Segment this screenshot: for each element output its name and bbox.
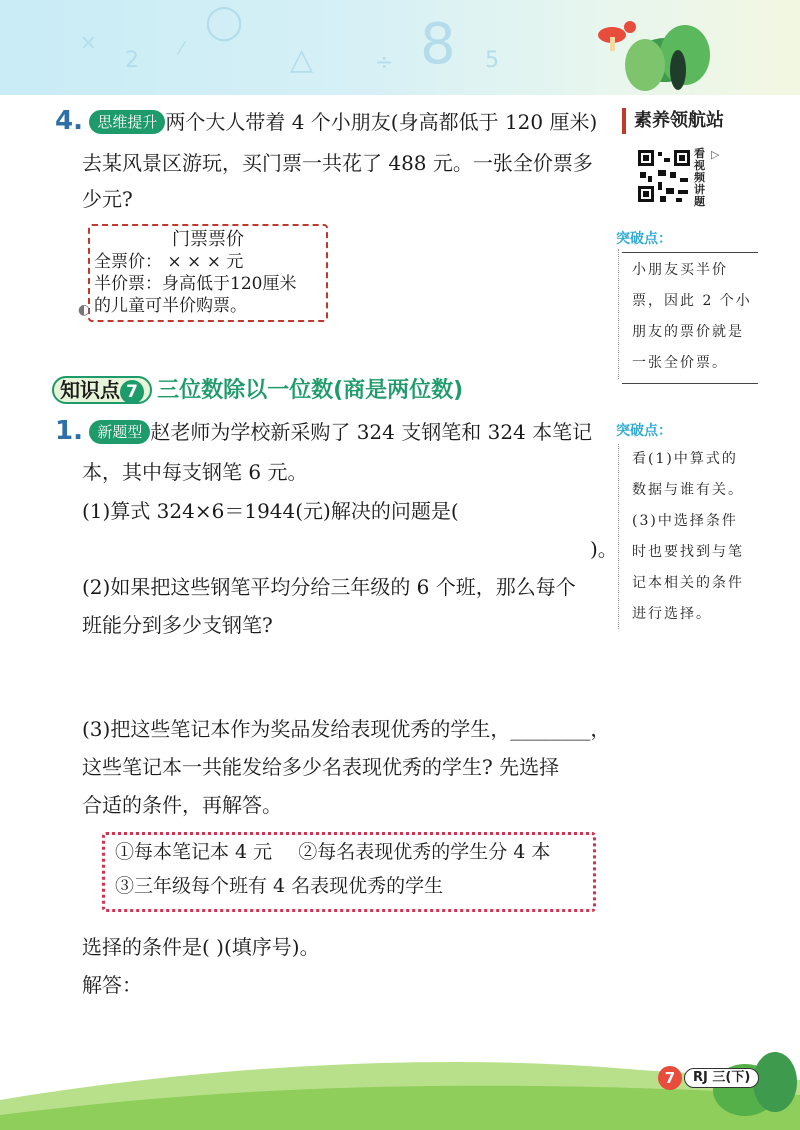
note-text: [622, 444, 758, 630]
knowledge-point-title: 三位数除以一位数(商是两位数): [157, 378, 464, 403]
digit-decoration: 5: [485, 48, 499, 73]
note-divider: [618, 249, 620, 379]
qr-caption-char: 题: [694, 195, 705, 208]
question-number: 1.: [55, 416, 83, 446]
question-text-line: 两个大人带着 4 个小朋友(身高都低于 120 厘米): [165, 110, 598, 134]
question-text-line: 赵老师为学校新采购了 324 支钢笔和 324 本笔记: [150, 420, 593, 444]
bell-icon: ◐: [78, 302, 91, 318]
note-line: 小朋友买半价: [632, 262, 728, 278]
ticket-title: 门票票价: [172, 229, 244, 250]
ticket-half-price: 半价票：身高低于120厘米: [94, 274, 297, 294]
note-line: 进行选择。: [632, 606, 712, 622]
note-line: 时也要找到与笔: [632, 544, 744, 560]
question-tag: 新题型: [89, 420, 150, 444]
condition-option-3: ③三年级每个班有 4 名表现优秀的学生: [115, 875, 444, 897]
question-1: [55, 412, 625, 451]
part-3-prompt-cont: 合适的条件，再解答。: [82, 793, 282, 817]
note-line: 记本相关的条件: [632, 575, 744, 591]
digit-decoration: 8: [420, 12, 456, 77]
ticket-full-price: 全票价： × × × 元: [94, 252, 244, 272]
qr-caption-char: 频: [694, 171, 705, 184]
qr-caption: [694, 148, 710, 208]
symbol-decoration: ×: [80, 30, 97, 54]
part-2-prompt: (2)如果把这些钢笔平均分给三年级的 6 个班，那么每个: [82, 575, 576, 599]
footer-wave: [0, 1040, 800, 1130]
part-3-prompt-cont: 这些笔记本一共能发给多少名表现优秀的学生? 先选择: [82, 755, 560, 779]
qr-code-icon[interactable]: [636, 148, 692, 204]
circle-decoration: ◯: [205, 2, 244, 42]
condition-options-box: [102, 832, 596, 912]
ticket-price-notice: [88, 224, 328, 322]
choice-prompt: 选择的条件是( )(填序号)。: [82, 935, 320, 959]
symbol-decoration: ⁄: [180, 38, 184, 59]
breakthrough-note-2: [622, 444, 758, 634]
page-number: 7: [658, 1066, 682, 1090]
question-text-line: 少元?: [82, 187, 133, 211]
knowledge-point-tag: [52, 376, 152, 404]
sidebar-title-marker: [622, 108, 626, 134]
knowledge-point-label: 知识点: [60, 378, 120, 402]
note-line: 一张全价票。: [632, 355, 728, 371]
knowledge-point-number: 7: [120, 380, 144, 404]
play-icon: ▷: [711, 148, 720, 161]
part-2-prompt-cont: 班能分到多少支钢笔?: [82, 613, 273, 637]
triangle-decoration: △: [290, 42, 314, 77]
note-line: (3)中选择条件: [632, 513, 738, 529]
condition-option-1: ①每本笔记本 4 元: [115, 841, 273, 863]
header-banner: [0, 0, 800, 95]
edition-label: RJ 三(下): [684, 1068, 759, 1088]
question-number: 4.: [55, 106, 83, 136]
digit-decoration: 2: [125, 48, 139, 73]
breakthrough-note-1: [622, 252, 758, 384]
qr-caption-char: 视: [694, 159, 705, 172]
question-text-line: 去某风景区游玩，买门票一共花了 488 元。一张全价票多: [82, 151, 593, 175]
knowledge-point-heading: [52, 373, 463, 404]
question-tag: 思维提升: [89, 110, 165, 134]
breakthrough-label: 突破点：: [616, 231, 672, 247]
answer-label: 解答：: [82, 973, 142, 997]
note-line: 朋友的票价就是: [632, 324, 744, 340]
question-4: [55, 102, 625, 141]
note-divider: [618, 444, 620, 629]
sidebar-title: 素养领航站: [634, 110, 724, 131]
question-text-line: 本，其中每支钢笔 6 元。: [82, 460, 308, 484]
note-line: 数据与谁有关。: [632, 482, 744, 498]
plant-decoration: [590, 15, 720, 95]
note-line: 看(1)中算式的: [632, 451, 738, 467]
part-1-answer-close: )。: [590, 537, 618, 561]
note-line: 票，因此 2 个小: [632, 293, 752, 309]
part-1-prompt: (1)算式 324×6＝1944(元)解决的问题是(: [82, 499, 459, 523]
divide-decoration: ÷: [375, 50, 394, 75]
breakthrough-label: 突破点：: [616, 423, 672, 439]
condition-option-2: ②每名表现优秀的学生分 4 本: [298, 841, 551, 863]
qr-caption-char: 讲: [694, 183, 705, 196]
qr-caption-char: 看: [694, 147, 705, 160]
ticket-half-price-condition: 的儿童可半价购票。: [94, 296, 247, 316]
note-text: [622, 253, 758, 379]
part-3-prompt: (3)把这些笔记本作为奖品发给表现优秀的学生，________，: [82, 717, 611, 741]
